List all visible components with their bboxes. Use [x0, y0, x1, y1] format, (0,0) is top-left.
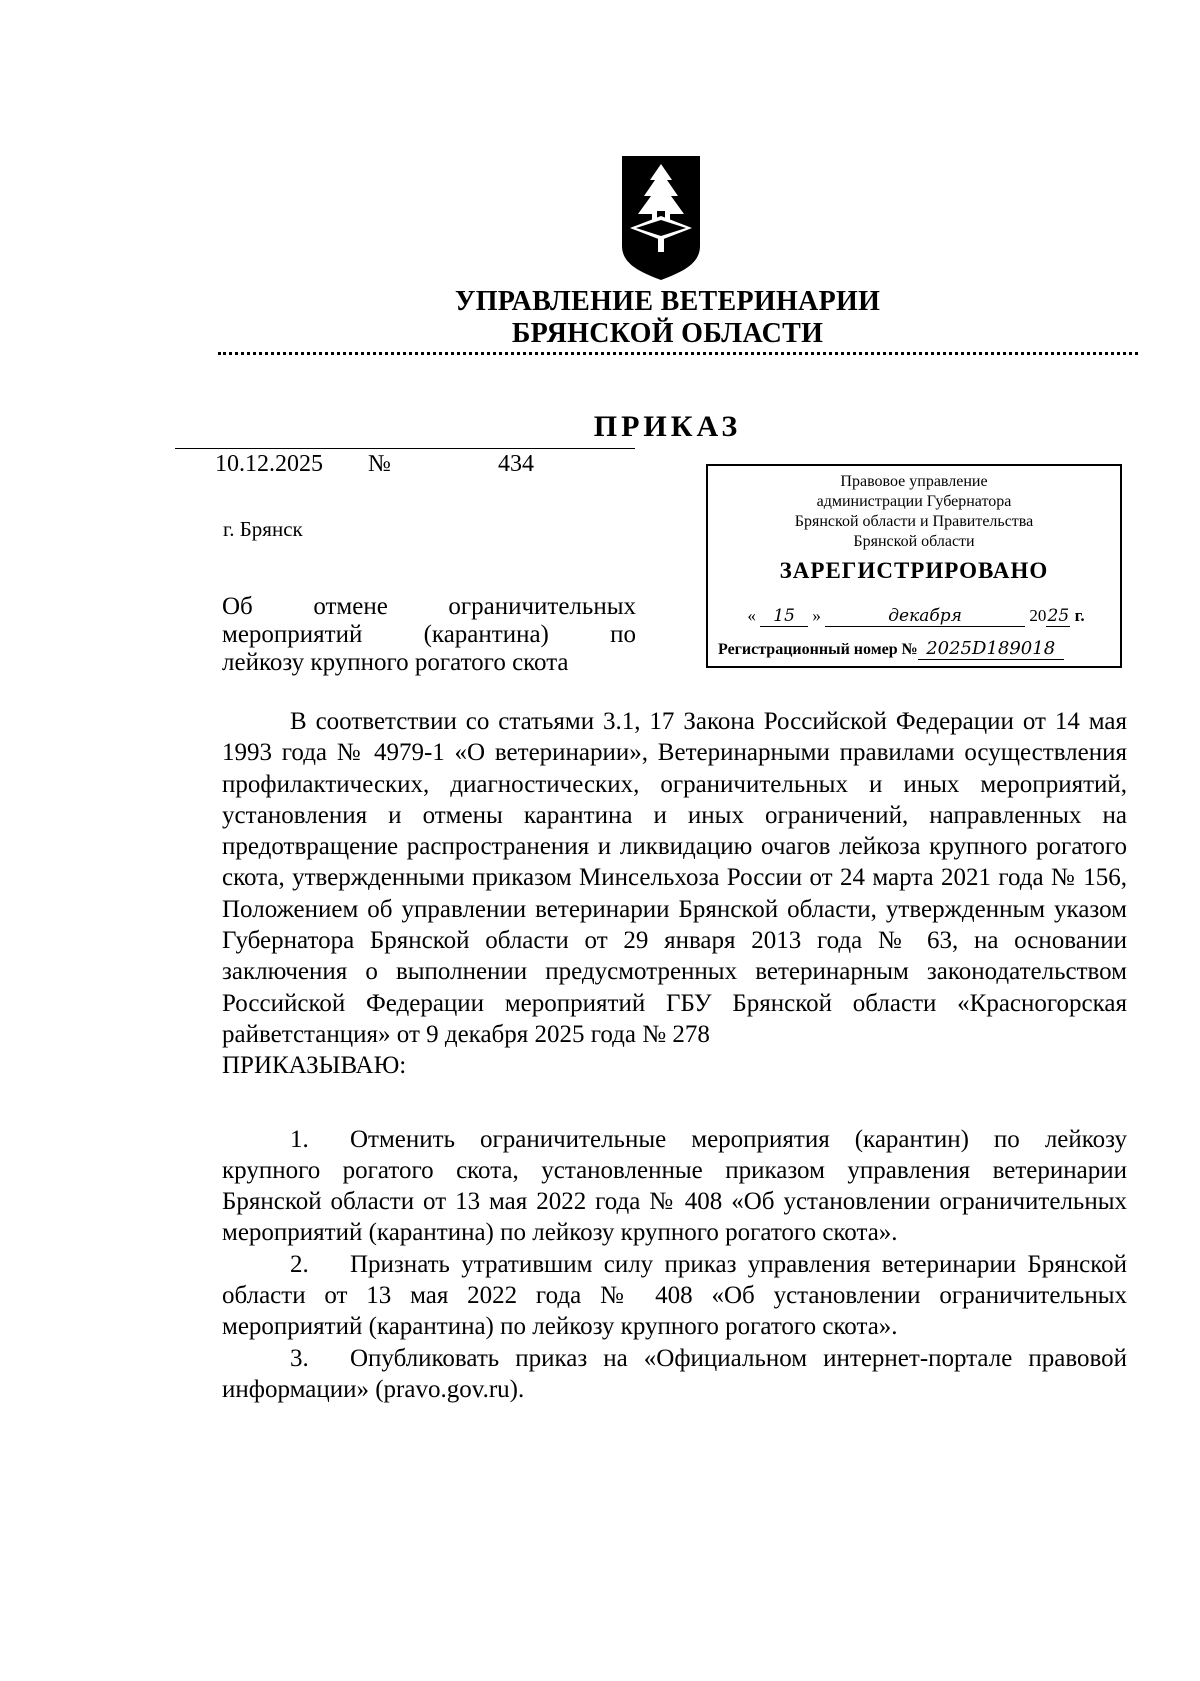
document-date: 10.12.2025 — [215, 451, 323, 477]
document-title: ПРИКАЗ — [593, 410, 742, 443]
registration-stamp — [706, 464, 1122, 668]
stamp-date-row — [718, 606, 1114, 630]
document-body — [222, 706, 1127, 1405]
preamble: В соответствии со статьями 3.1, 17 Закона Российской Федерации от 14 мая 1993 года № 4979-1 «О ветеринарии», Ветеринарными правилами осуществления профилактических, диагностических, ограничительных и иных мероприятий, установления и отмены карантина и иных ограничений, направленных на предотвращение распространения и ликвидацию очагов лейкоза крупного рогатого скота, утвержденными приказом Минсельхоза России от 24 марта 2021 года № 156, Положением об управлении ветеринарии Брянской области, утвержденным указом Губернатора Брянской области от 29 января 2013 года № 63, на основании заключения о выполнении предусмотренных ветеринарным законодательством Российской Федерации мероприятий ГБУ Брянской области «Красногорская райветстанция» от 9 декабря 2025 года № 278 — [222, 708, 1127, 1048]
stamp-month: декабря — [825, 606, 1025, 627]
stamp-number-row — [718, 638, 1114, 662]
item-text: Признать утратившим силу приказ управления ветеринарии Брянской области от 13 мая 2022 года № 408 «Об установлении ограничительных мероприятий (карантина) по лейкозу крупного рогатого скота». — [222, 1250, 1127, 1341]
document-city: г. Брянск — [223, 517, 303, 541]
order-word: ПРИКАЗЫВАЮ: — [222, 1052, 407, 1080]
document-number: 434 — [498, 451, 534, 477]
stamp-day: 15 — [760, 606, 808, 627]
stamp-line: администрации Губернатора — [816, 493, 1012, 510]
stamp-year-prefix: 20 — [1029, 606, 1047, 625]
subject-line: мероприятий (карантина) по — [222, 621, 636, 648]
stamp-line: Брянской области и Правительства — [794, 513, 1034, 530]
subject-line: Об отмене ограничительных — [222, 593, 636, 620]
item-number: 2. — [290, 1250, 309, 1278]
document-subject — [222, 593, 636, 677]
coat-of-arms-icon — [620, 154, 702, 282]
stamp-reg-label: Регистрационный номер № — [718, 641, 918, 658]
stamp-line: Брянской области — [853, 533, 975, 550]
stamp-quote-close: » — [812, 606, 821, 625]
subject-line: лейкозу крупного рогатого скота — [222, 649, 569, 676]
org-name-line1: УПРАВЛЕНИЕ ВЕТЕРИНАРИИ — [454, 286, 881, 317]
number-sign: № — [368, 451, 391, 477]
order-item — [222, 1249, 1127, 1343]
stamp-year-suffix: 25 — [1047, 606, 1070, 626]
stamp-reg-number: 2025D189018 — [918, 638, 1064, 660]
header-divider — [218, 352, 1138, 355]
item-number: 3. — [290, 1344, 309, 1372]
item-text: Отменить ограничительные мероприятия (карантин) по лейкозу крупного рогатого скота, установленные приказом управления ветеринарии Брянской области от 13 мая 2022 года № 408 «Об установлении ограничительных мероприятий (карантина) по лейкозу крупного рогатого скота». — [222, 1125, 1127, 1247]
stamp-quote-open: « — [747, 606, 756, 625]
item-number: 1. — [290, 1125, 309, 1153]
org-name-line2: БРЯНСКОЙ ОБЛАСТИ — [511, 318, 824, 349]
stamp-line: Правовое управление — [840, 473, 988, 490]
stamp-year-g: г. — [1074, 606, 1085, 625]
item-text: Опубликовать приказ на «Официальном интернет-портале правовой информации» (pravo.gov.ru). — [222, 1344, 1127, 1403]
stamp-registered: ЗАРЕГИСТРИРОВАНО — [779, 558, 1049, 583]
order-item — [222, 1124, 1127, 1249]
date-number-line — [175, 448, 635, 449]
order-item — [222, 1343, 1127, 1406]
